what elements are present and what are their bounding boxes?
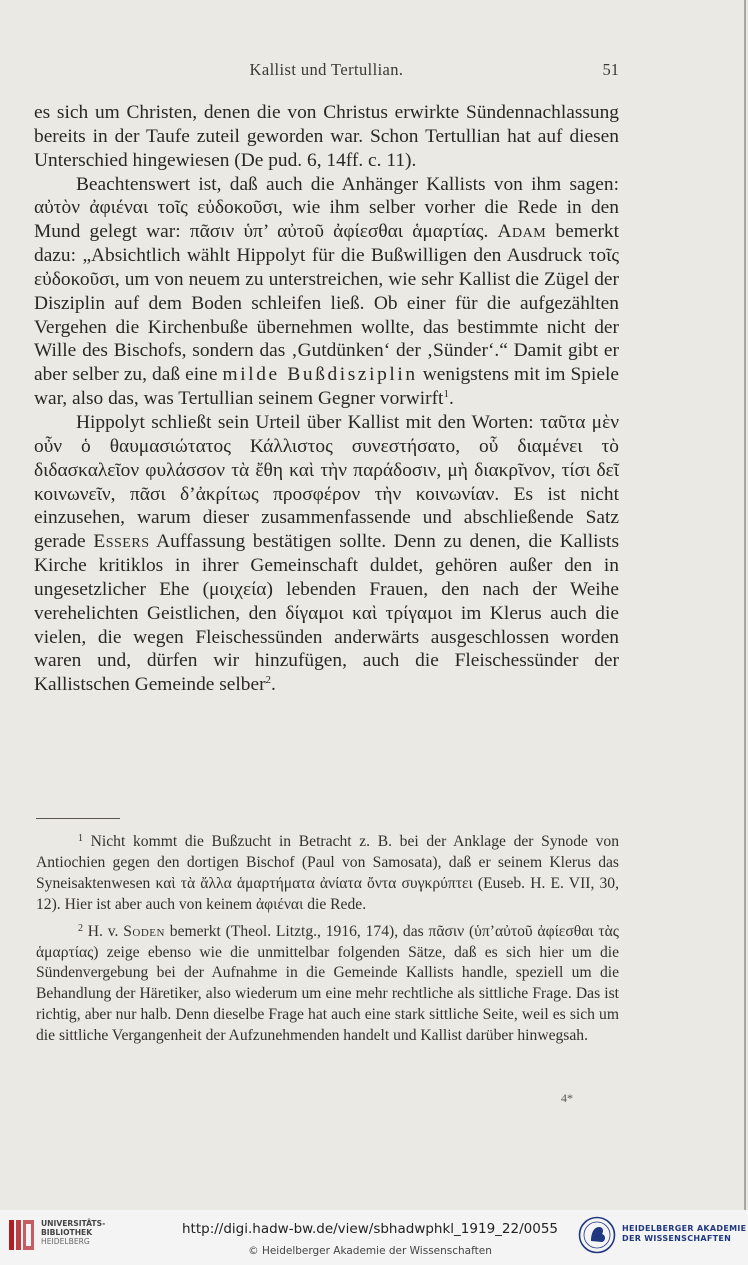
copyright-notice: © Heidelberger Akademie der Wissenschaften bbox=[248, 1245, 492, 1257]
paragraph-3: Hippolyt schließt sein Urteil über Kallist mit den Worten: ταῦτα μὲν οὖν ὁ θαυμασιώτατος Κάλλιστος συνεστήσατο, οὗ διαμένει τὸ διδασκαλεῖον φυλάσσον τὰ ἔθη καὶ τὴν παράδοσιν, μὴ διακρῖνον, τίσι δεῖ κοινωνεῖν, πᾶσι δ’ἀκρίτως προσφέρον τὴν κοινωνίαν. Es ist nicht einzusehen, warum dieser zusammenfassende und abschließende Satz gerade Essers Auffassung bestätigen sollte. Denn zu denen, die Kallists Kirche kritiklos in ihrer Gemeinschaft duldet, gehören außer den in ungesetzlicher Ehe (μοιχεία) lebenden Frauen, den nach der Weihe verehelichten Geistlichen, den δίγαμοι καὶ τρίγαμοι im Klerus auch die vielen, die wegen Fleischessünden anderwärts ausgeschlossen worden waren und, dürfen wir hinzufügen, auch die Fleischessünder der Kallistschen Gemeinde selber$^2$. bbox=[34, 411, 619, 696]
author-name-soden: Soden bbox=[123, 922, 165, 940]
footnote-1: $^1$ Nicht kommt die Bußzucht in Betracht z. B. bei der Anklage der Synode von Antiochien gegen den dortigen Bischof (Paul von Samosata), daß er seinem Klerus das Syneisaktenwesen καὶ τὰ ἄλλα ἁμαρτήματα ἀνίατα ὄντα συγκρύπτει (Euseb. H. E. VII, 30, 12). Hier ist aber auch von keinem ἀφιέναι die Rede. bbox=[36, 833, 619, 913]
academy-name: HEIDELBERGER AKADEMIE DER WISSENSCHAFTEN bbox=[622, 1224, 747, 1243]
footnote-ref-2[interactable]: 2 bbox=[265, 674, 272, 687]
signature-mark: 4* bbox=[561, 1091, 573, 1105]
footnote-2: $^2$ H. v. Soden bemerkt (Theol. Litztg., 1916, 174), das πᾶσιν (ὑπ’αὐτοῦ ἀφίεσθαι τὰς ἁμαρτίας) zeige ebenso wie die unmittelbar folgenden Sätze, daß es sich hier um die Sündenvergebung bei der Aufnahme in die Gemeinde Kallists handle, speziell um die Behandlung der Häretiker, also wiederum um eine mehr rechtliche als sittliche Frage. Das ist richtig, aber nur halb. Denn dieselbe Frage hat auch eine stark sittliche Seite, weil es sich um die sittliche Vergangenheit der Aufzunehmenden handelt und Kallist darüber hinwegsah. bbox=[36, 922, 619, 1045]
page-number: 51 bbox=[602, 60, 619, 79]
running-title: Kallist und Tertullian. bbox=[249, 60, 404, 79]
permalink-url[interactable]: http://digi.hadw-bw.de/view/sbhadwphkl_1919_22/0055 bbox=[182, 1221, 558, 1237]
footnotes bbox=[36, 832, 619, 1047]
paragraph-1: es sich um Christen, denen die von Christus erwirkte Sündennachlassung bereits in der Taufe zuteil geworden war. Schon Tertullian hat auf diesen Unterschied hingewiesen (De pud. 6, 14ff. c. 11). bbox=[34, 102, 619, 171]
academy-seal-icon[interactable] bbox=[578, 1216, 616, 1254]
paragraph-2: Beachtenswert ist, daß auch die Anhänger Kallists von ihm sagen: αὐτὸν ἀφιέναι τοῖς εὐδοκοῦσι, wie ihm selber vorher die Rede in den Mund gelegt war: πᾶσιν ὑπ’ αὐτοῦ ἀφίεσθαι ἁμαρτίας. Adam bemerkt dazu: „Absichtlich wählt Hippolyt für die Bußwilligen den Ausdruck τοῖς εὐδοκοῦσι, um von neuem zu unterstreichen, wie sehr Kallist die Zügel der Disziplin auf dem Boden schleifen ließ. Ob einer für die aufgezählten Vergehen die Kirchenbuße übernehmen wollte, das bestimmte nicht der Wille des Bischofs, sondern das ‚Gutdünken‘ der ‚Sünder‘.“ Damit gibt er aber selber zu, daß eine milde Bußdisziplin wenigstens mit im Spiele war, also das, was Tertullian seinem Gegner vorwirft$^1$. bbox=[34, 173, 619, 410]
author-name-adam: Adam bbox=[497, 221, 547, 243]
viewer-footer bbox=[0, 1210, 748, 1265]
footnote-ref-1[interactable]: 1 bbox=[443, 388, 449, 401]
main-text bbox=[34, 101, 619, 697]
university-library-name: UNIVERSITÄTS- BIBLIOTHEK HEIDELBERG bbox=[41, 1219, 106, 1246]
author-name-essers: Essers bbox=[93, 531, 150, 553]
spaced-emphasis: milde Bußdisziplin bbox=[222, 364, 418, 386]
footnote-divider bbox=[36, 818, 120, 819]
university-library-logo-icon[interactable] bbox=[8, 1218, 36, 1254]
